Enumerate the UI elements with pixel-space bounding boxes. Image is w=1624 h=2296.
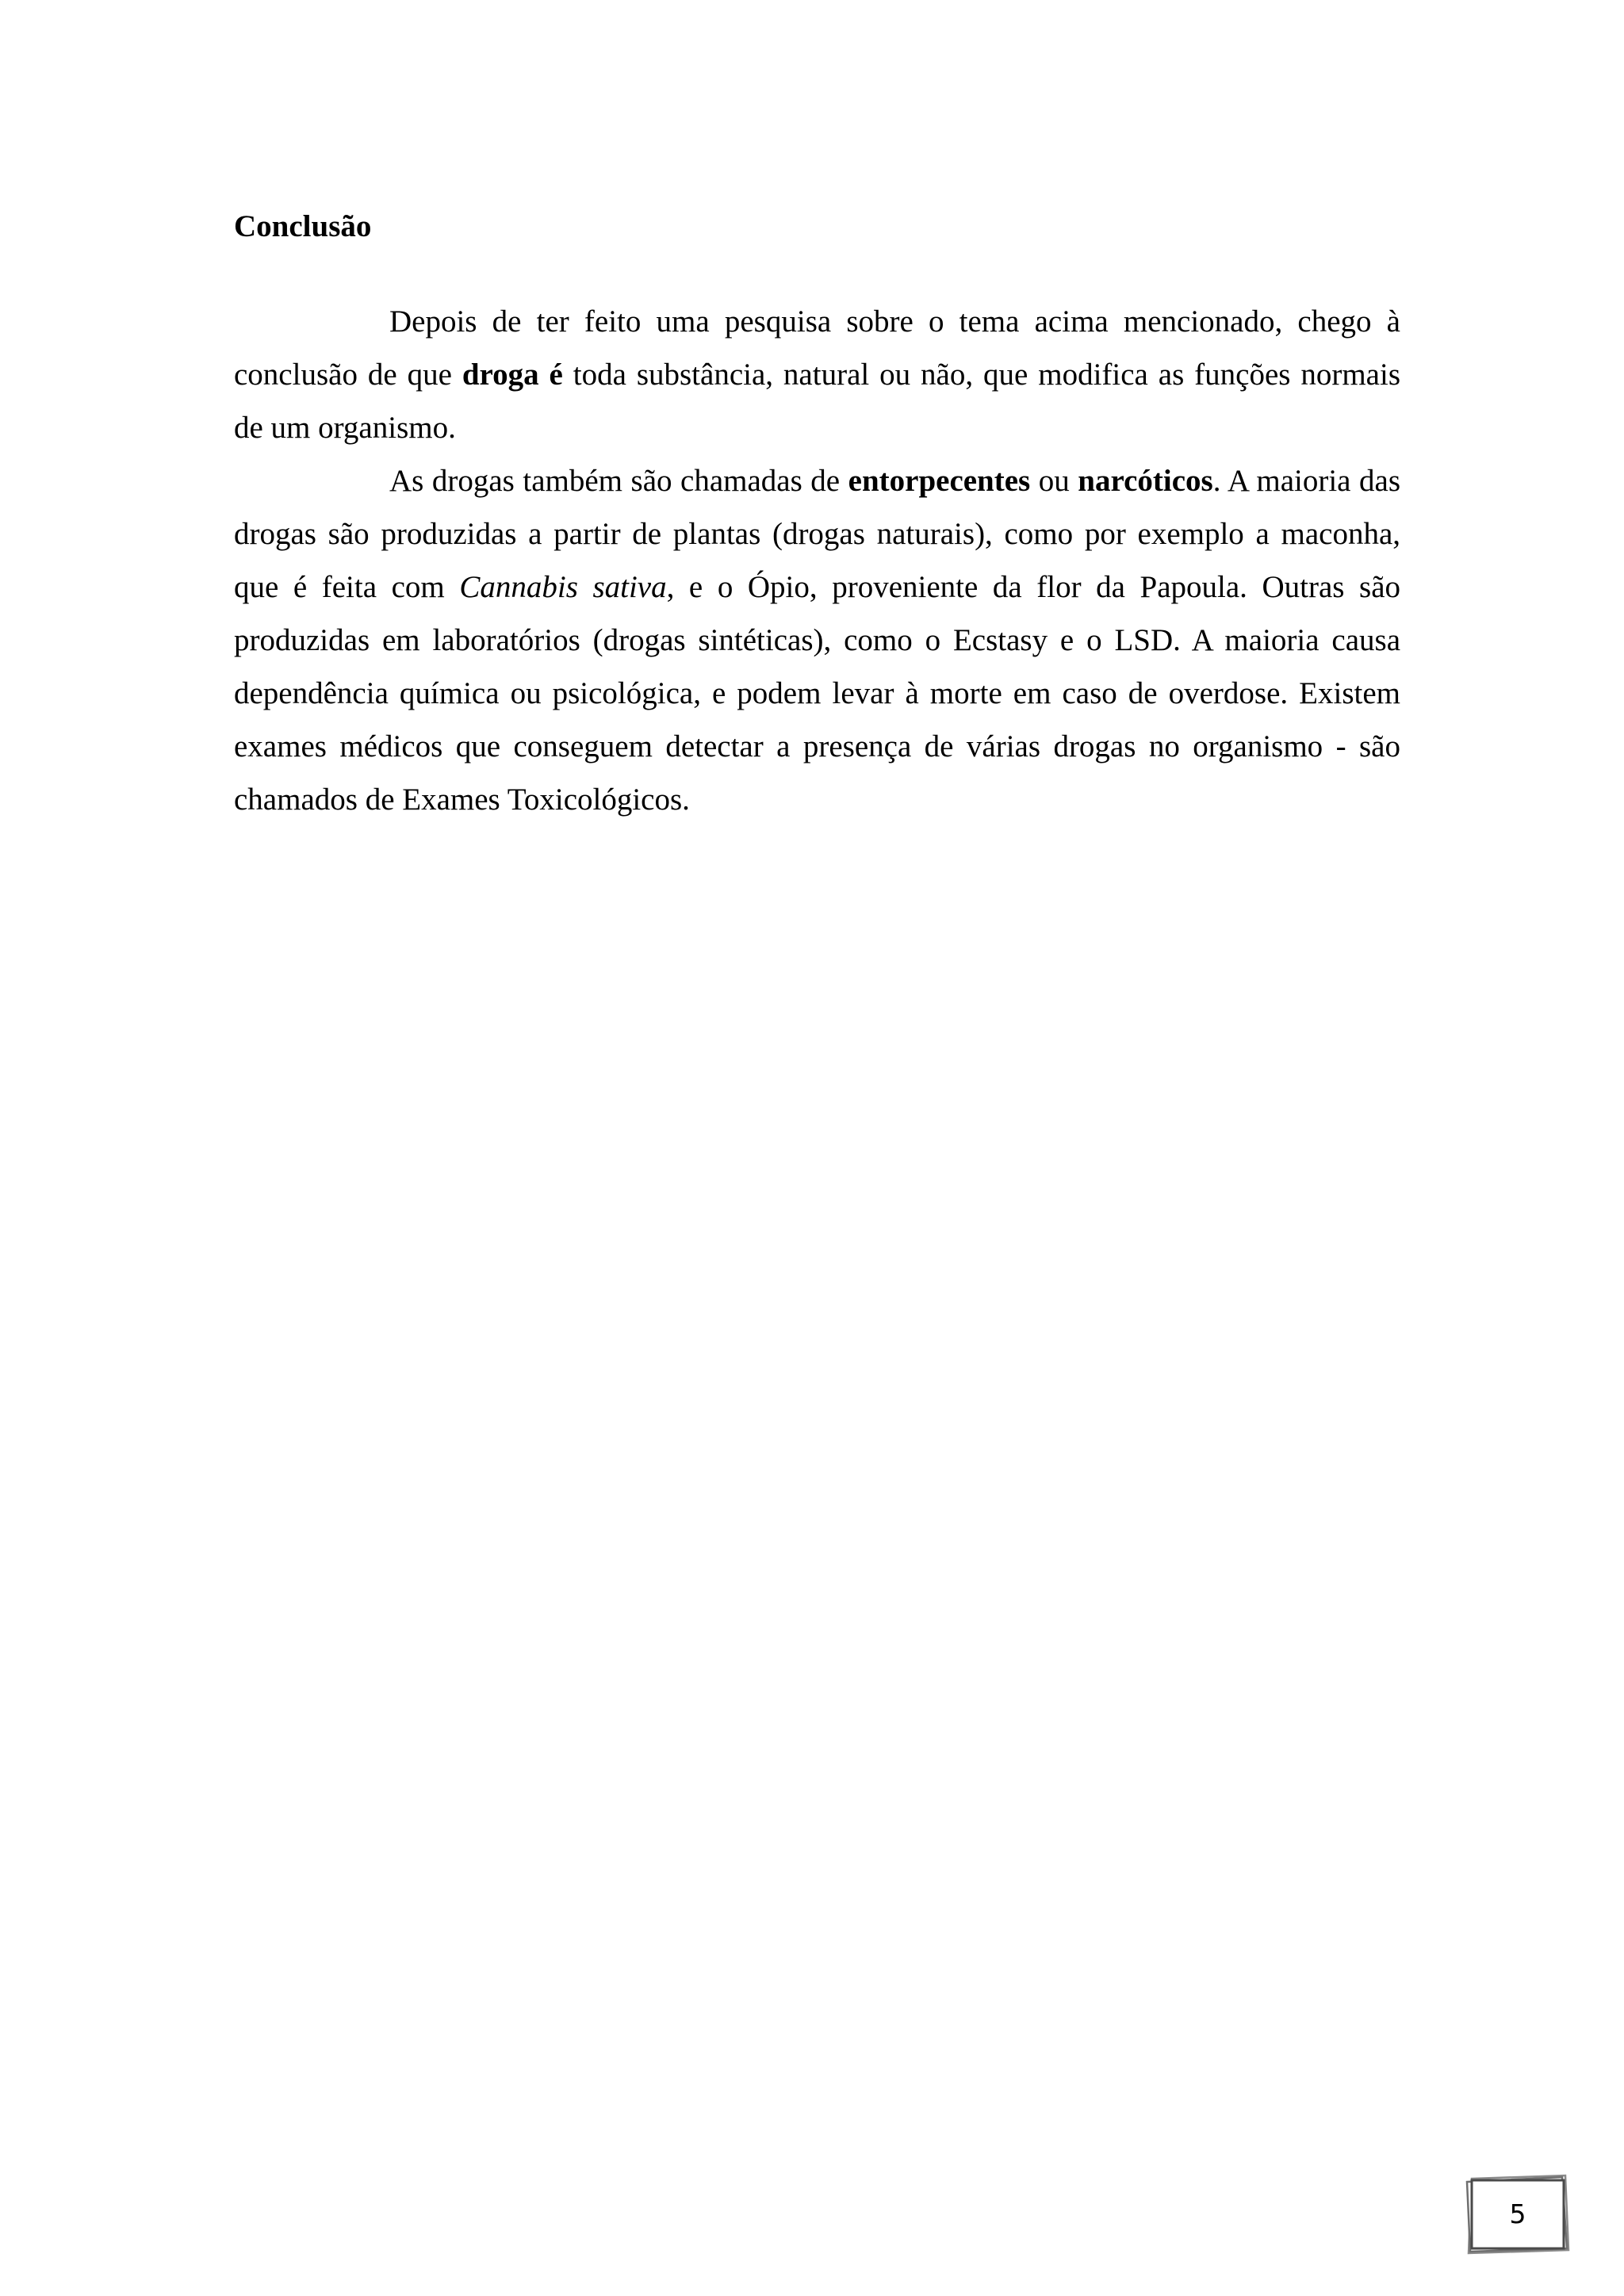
- body-text: [234, 295, 1400, 826]
- paragraph-2-bold-1: entorpecentes: [848, 464, 1031, 498]
- paragraph-2-italic-1: Cannabis sativa: [459, 570, 667, 604]
- paragraph-1-text-2: toda substância, natural ou não, que modifica as funções normais de um organismo.: [234, 358, 1401, 445]
- paragraph-2-bold-2: narcóticos: [1078, 464, 1213, 498]
- paragraph-2: [234, 454, 1400, 826]
- paragraph-1-text-1: Depois de ter feito uma pesquisa sobre o tema acima mencionado, chego à conclusão de que: [234, 304, 1400, 392]
- section-heading: Conclusão: [234, 209, 372, 243]
- paragraph-2-text-1: As drogas também são chamadas de: [389, 464, 848, 498]
- page-number-frame: [1464, 2172, 1572, 2256]
- paragraph-2-text-4: , e o Ópio, proveniente da flor da Papoula. Outras são produzidas em laboratórios (drogas sintéticas), como o Ecstasy e o LSD. A maioria causa dependência química ou psicológica, e podem levar à morte em caso de overdose. Existem exames médicos que conseguem detectar a presença de várias drogas no organismo - são chamados de Exames Toxicológicos.: [234, 570, 1401, 817]
- paragraph-1-bold-1: droga é: [462, 358, 563, 392]
- paragraph-2-text-2: ou: [1030, 464, 1078, 498]
- page-number: 5: [1509, 2198, 1526, 2229]
- paragraph-2-text-3: . A maioria das drogas são produzidas a partir de plantas (drogas naturais), como por exemplo a maconha, que é feita com: [234, 464, 1401, 604]
- paragraph-1: [234, 295, 1400, 454]
